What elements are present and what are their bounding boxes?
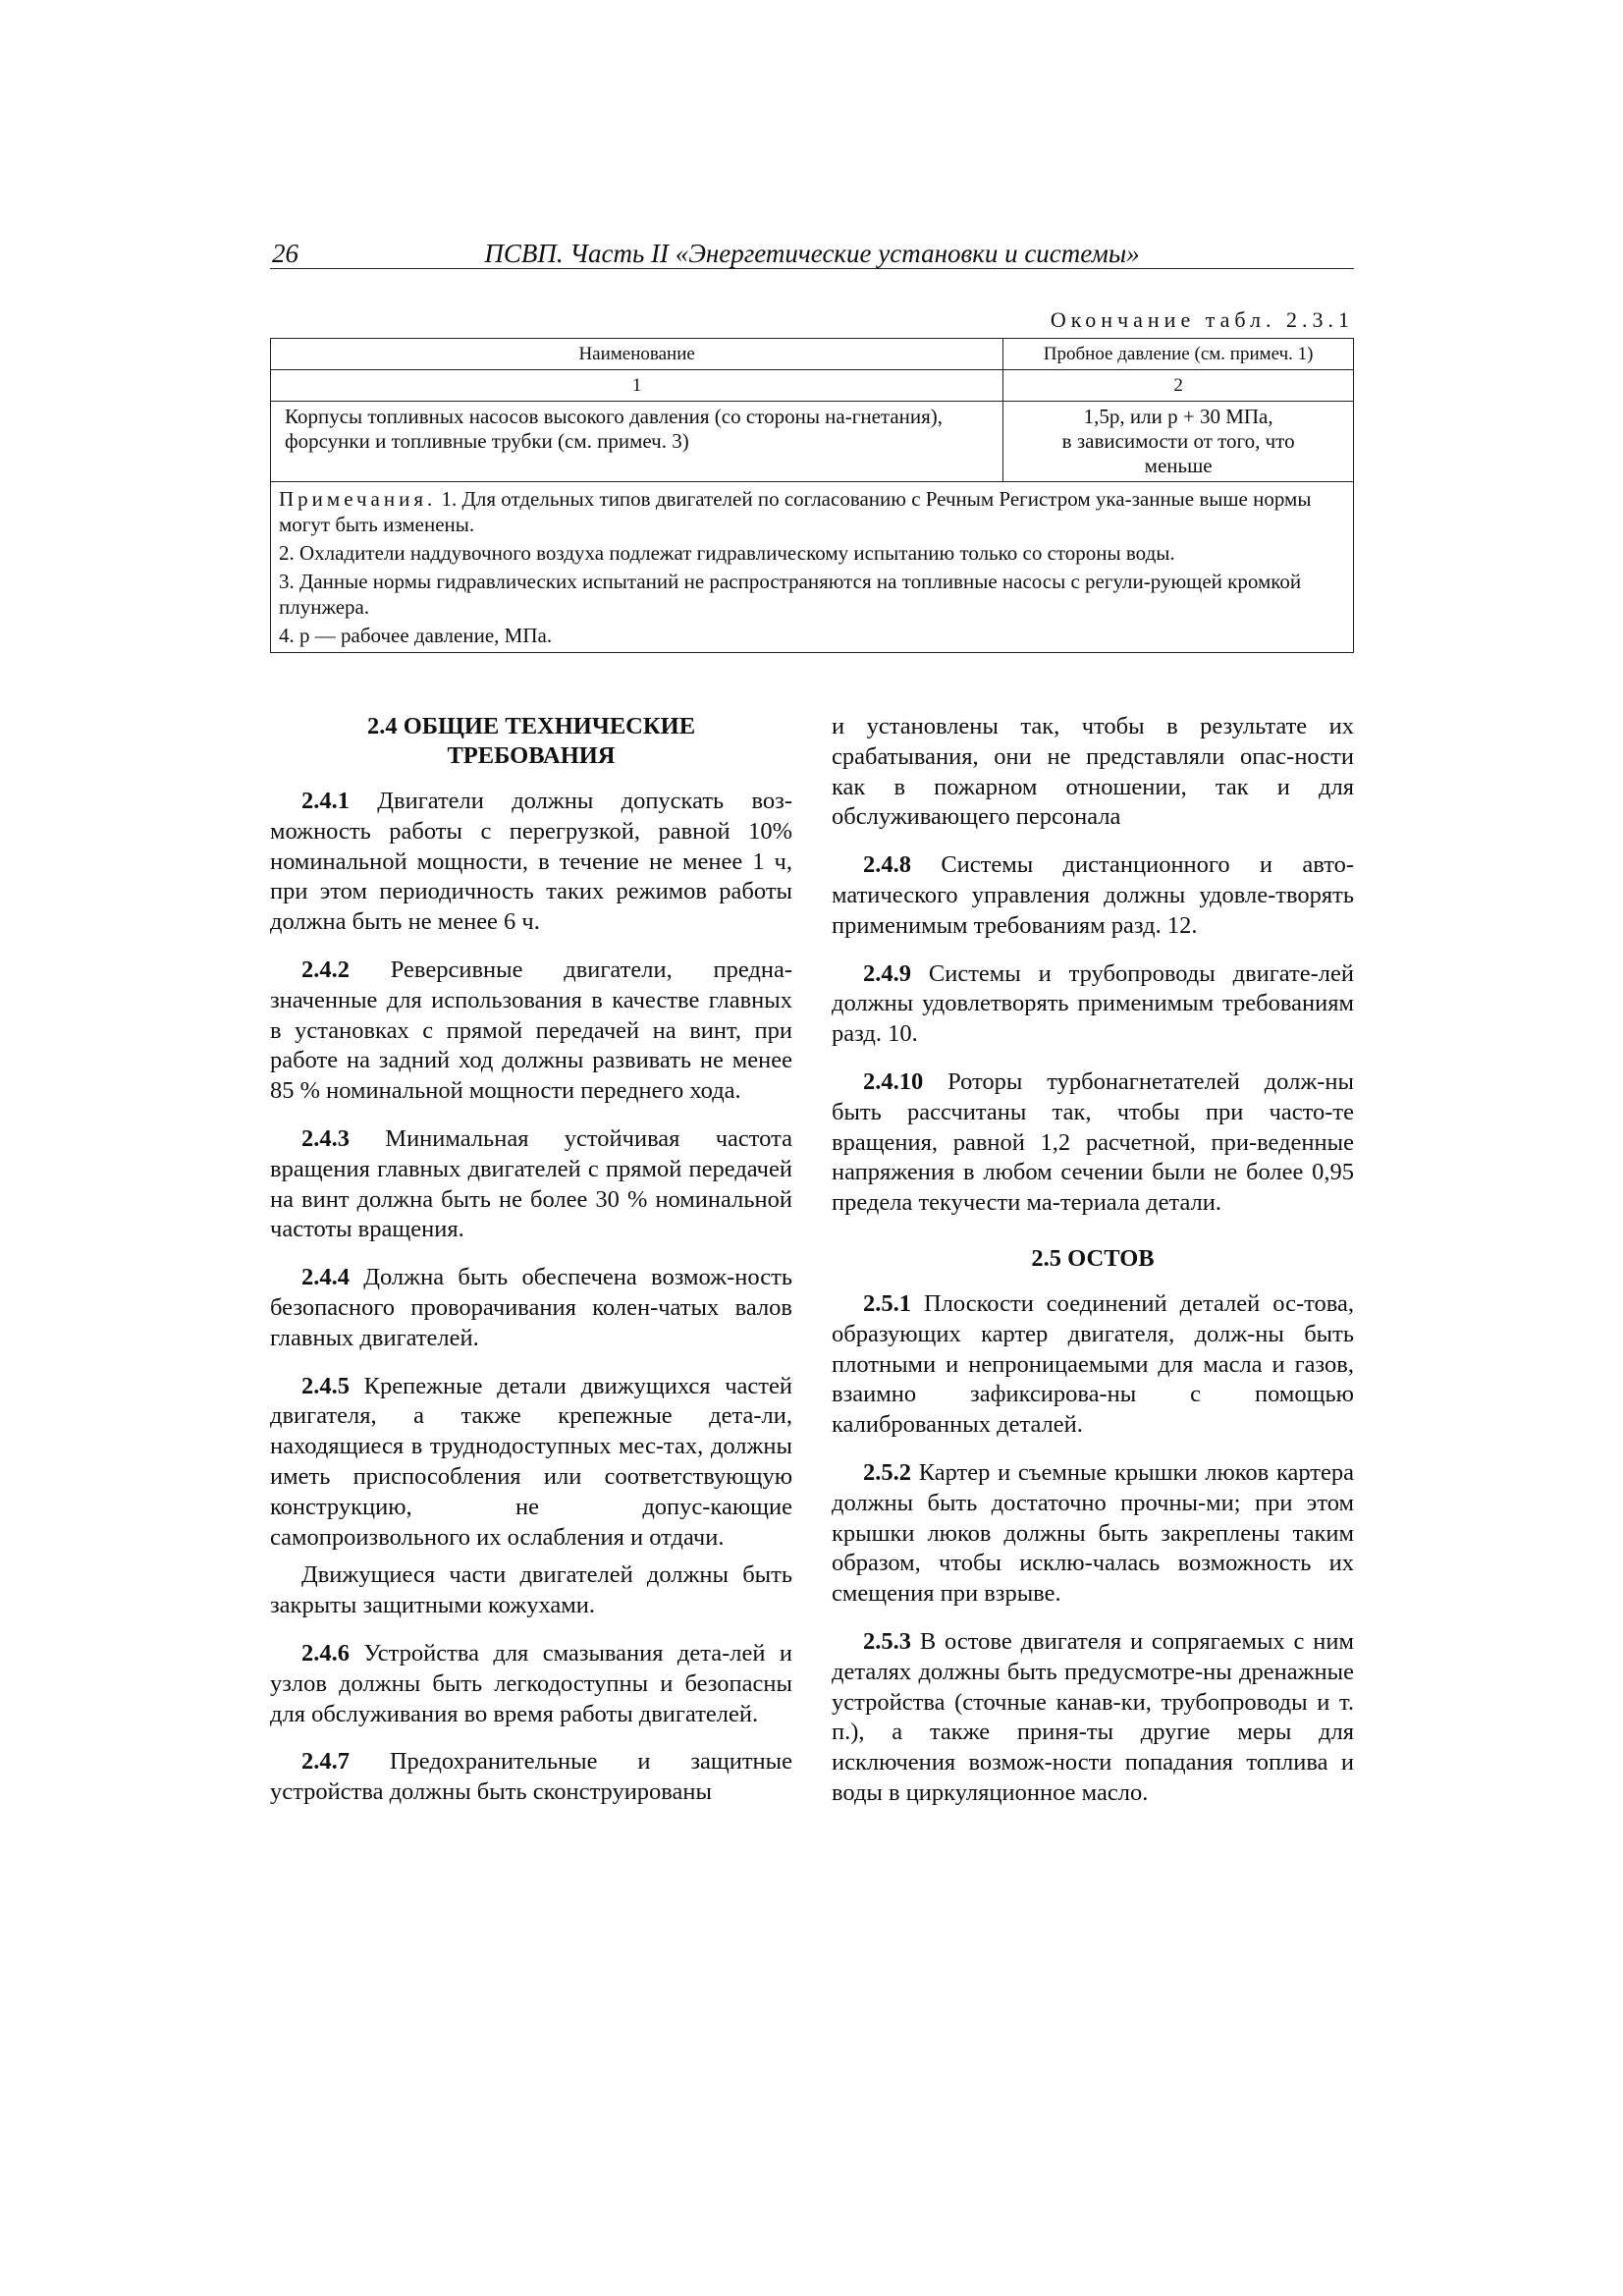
clause-text: Крепежные детали движущихся частей двигателя, а также крепежные дета-ли, находящиеся в труднодоступных мес-тах, должны иметь приспособления или соответствующую конструкцию, не допус-кающие самопроизвольного их ослабления и отдачи. — [270, 1372, 792, 1551]
table-row — [271, 402, 1354, 482]
section-2-5-title: 2.5 ОСТОВ — [1031, 1244, 1155, 1272]
pressure-line-2: в зависимости от того, что — [1061, 429, 1295, 453]
note-row — [271, 568, 1354, 622]
notes-label: Примечания. — [279, 487, 437, 511]
clause-text: Минимальная устойчивая частота вращения главных двигателей с прямой передачей на винт должна быть не более 30 % номинальной частоты вращения. — [270, 1124, 792, 1243]
col-number-2: 2 — [1003, 370, 1354, 402]
clause-number: 2.4.5 — [301, 1372, 350, 1399]
left-column — [270, 712, 792, 1826]
paragraph — [832, 1458, 1354, 1610]
clause-number: 2.4.1 — [301, 788, 350, 814]
note-row — [271, 482, 1354, 540]
clause-number: 2.4.7 — [301, 1748, 350, 1776]
section-2-4-title-line-2: ТРЕБОВАНИЯ — [447, 742, 616, 769]
paragraph — [832, 1289, 1354, 1441]
note-row — [271, 622, 1354, 653]
paragraph — [832, 1627, 1354, 1809]
table-caption: Окончание табл. 2.3.1 — [1050, 307, 1354, 332]
section-2-4-title — [270, 712, 792, 771]
pressure-test-table — [270, 338, 1354, 653]
clause-text: Должна быть обеспечена возмож-ность безопасного проворачивания колен-чатых валов главных двигателей. — [270, 1264, 792, 1351]
col-number-1: 1 — [271, 370, 1003, 402]
table-number-row — [271, 370, 1354, 402]
note-2: 2. Охладители наддувочного воздуха подлежат гидравлическому испытанию только со стороны воды. — [271, 539, 1354, 568]
note-1-text: 1. Для отдельных типов двигателей по согласованию с Речным Регистром ука-занные выше нормы могут быть изменены. — [279, 487, 1312, 536]
running-title: ПСВП. Часть II «Энергетические установки и системы» — [484, 239, 1140, 268]
col-header-pressure: Пробное давление (см. примеч. 1) — [1003, 339, 1354, 370]
pressure-line-1: 1,5p, или p + 30 МПа, — [1083, 405, 1273, 428]
note-row — [271, 539, 1354, 568]
note-3: 3. Данные нормы гидравлических испытаний не распространяются на топливные насосы с регули-рующей кромкой плунжера. — [271, 568, 1354, 622]
clause-number: 2.5.3 — [863, 1627, 911, 1655]
clause-text: Устройства для смазывания дета-лей и узлов должны быть легкодоступны и безопасны для обслуживания во время работы двигателей. — [270, 1639, 792, 1727]
clause-number: 2.4.3 — [301, 1124, 350, 1152]
clause-number: 2.4.4 — [301, 1264, 350, 1291]
clause-text: Плоскости соединений деталей ос-това, образующих картер двигателя, долж-ны быть плотными и непроницаемыми для масла и газов, взаимно зафиксирова-ны с помощью калиброванных деталей. — [832, 1289, 1354, 1439]
paragraph — [270, 1263, 792, 1353]
clause-text: Предохранительные и защитные устройства должны быть сконструированы — [270, 1748, 792, 1806]
paragraph — [270, 1372, 792, 1554]
clause-text: Движущиеся части двигателей должны быть закрыты защитными кожухами. — [270, 1561, 792, 1619]
paragraph — [270, 1747, 792, 1808]
paragraph — [832, 850, 1354, 941]
clause-number: 2.4.2 — [301, 956, 350, 983]
row-pressure — [1003, 402, 1354, 482]
clause-text: Двигатели должны допускать воз-можность работы с перегрузкой, равной 10% номинальной мощности, в течение не менее 1 ч, при этом периодичность таких режимов работы должна быть не менее 6 ч. — [270, 788, 792, 936]
col-header-name: Наименование — [271, 339, 1003, 370]
table-header-row — [271, 339, 1354, 370]
paragraph — [832, 1067, 1354, 1219]
note-1 — [271, 482, 1354, 540]
paragraph — [270, 956, 792, 1107]
paragraph — [270, 787, 792, 938]
paragraph — [270, 1560, 792, 1621]
clause-number: 2.5.2 — [863, 1458, 911, 1486]
paragraph — [270, 1639, 792, 1729]
clause-text: Системы и трубопроводы двигате-лей должны удовлетворять применимым требованиям разд. 10. — [832, 959, 1354, 1048]
clause-text: Роторы турбонагнетателей долж-ны быть рассчитаны так, чтобы при часто-те вращения, равной 1,2 расчетной, при-веденные напряжения в любом сечении были не более 0,95 предела текучести ма-териала детали. — [832, 1067, 1354, 1217]
clause-text: Реверсивные двигатели, предна-значенные для использования в качестве главных в установках с прямой передачей на винт, при работе на задний ход должны развивать не менее 85 % номинальной мощности переднего хода. — [270, 956, 792, 1105]
paragraph — [832, 959, 1354, 1050]
section-2-4-title-line-1: 2.4 ОБЩИЕ ТЕХНИЧЕСКИЕ — [366, 713, 696, 739]
clause-number: 2.5.1 — [863, 1289, 911, 1317]
clause-number: 2.4.6 — [301, 1639, 350, 1667]
page-header — [270, 239, 1354, 269]
clause-number: 2.4.9 — [863, 959, 911, 987]
right-column — [832, 712, 1354, 1827]
clause-text: В остове двигателя и сопрягаемых с ним деталях должны быть предусмотре-ны дренажные устройства (сточные канав-ки, трубопроводы и т. п.), а также приня-ты другие меры для исключения возмож-ности попадания топлива и воды в циркуляционное масло. — [832, 1627, 1354, 1806]
page-number: 26 — [272, 239, 298, 268]
row-name: Корпусы топливных насосов высокого давления (со стороны на-гнетания), форсунки и топливные трубки (см. примеч. 3) — [271, 402, 1003, 482]
clause-text: Картер и съемные крышки люков картера должны быть достаточно прочны-ми; при этом крышки люков должны быть закреплены таким образом, чтобы исклю-чалась возможность их смещения при взрыве. — [832, 1458, 1354, 1608]
pressure-line-3: меньше — [1144, 454, 1213, 477]
paragraph — [270, 1124, 792, 1245]
clause-number: 2.4.10 — [863, 1067, 924, 1095]
paragraph-continuation: и установлены так, чтобы в результате их срабатывания, они не представляли опас-ности как в пожарном отношении, так и для обслуживающего персонала — [832, 713, 1354, 831]
clause-number: 2.4.8 — [863, 851, 911, 879]
clause-text: Системы дистанционного и авто-матического управления должны удовле-творять применимым требованиям разд. 12. — [832, 851, 1354, 939]
note-4: 4. p — рабочее давление, МПа. — [271, 622, 1354, 653]
